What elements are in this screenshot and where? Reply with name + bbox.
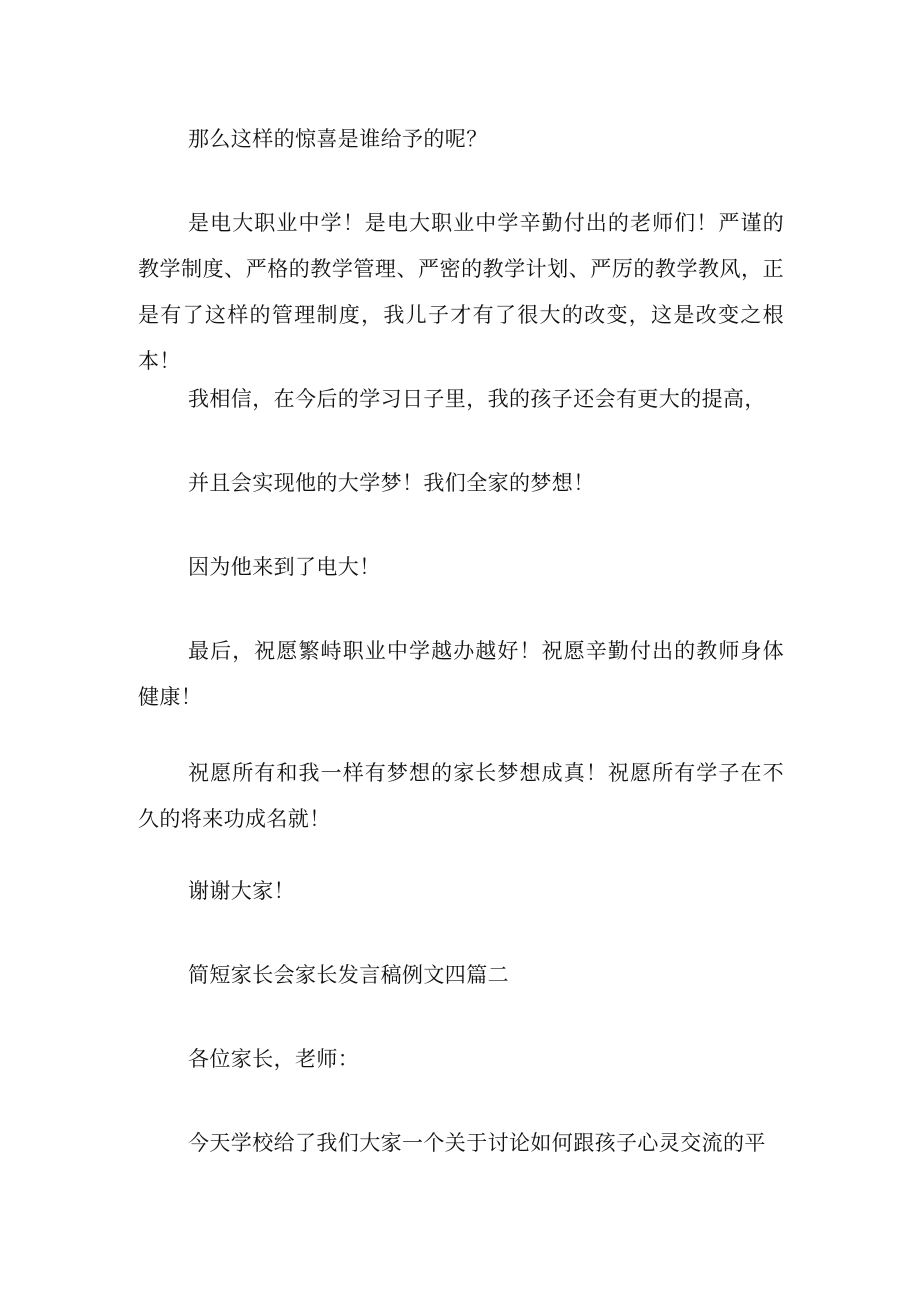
paragraph-opening: 今天学校给了我们大家一个关于讨论如何跟孩子心灵交流的平 [188, 1131, 766, 1155]
paragraph-surprise-question: 那么这样的惊喜是谁给予的呢？ [188, 127, 488, 151]
paragraph-parents-wishes: 祝愿所有和我一样有梦想的家长梦想成真！祝愿所有学子在不久的将来功成名就！ [138, 761, 784, 831]
paragraph-college-dream: 并且会实现他的大学梦！我们全家的梦想！ [188, 471, 595, 495]
paragraph-thanks: 谢谢大家！ [188, 879, 295, 903]
paragraph-salutation: 各位家长，老师： [188, 1047, 360, 1071]
paragraph-belief: 我相信，在今后的学习日子里，我的孩子还会有更大的提高， [188, 387, 766, 411]
paragraph-came-to-school: 因为他来到了电大！ [188, 555, 381, 579]
paragraph-school-praise: 是电大职业中学！是电大职业中学辛勤付出的老师们！严谨的教学制度、严格的教学管理、严密的教学计划、严厉的教学教风，正是有了这样的管理制度，我儿子才有了很大的改变，这是改变之根本！ [138, 211, 784, 373]
section-heading: 简短家长会家长发言稿例文四篇二 [188, 963, 509, 987]
paragraph-final-wishes: 最后，祝愿繁峙职业中学越办越好！祝愿辛勤付出的教师身体健康！ [138, 639, 784, 709]
